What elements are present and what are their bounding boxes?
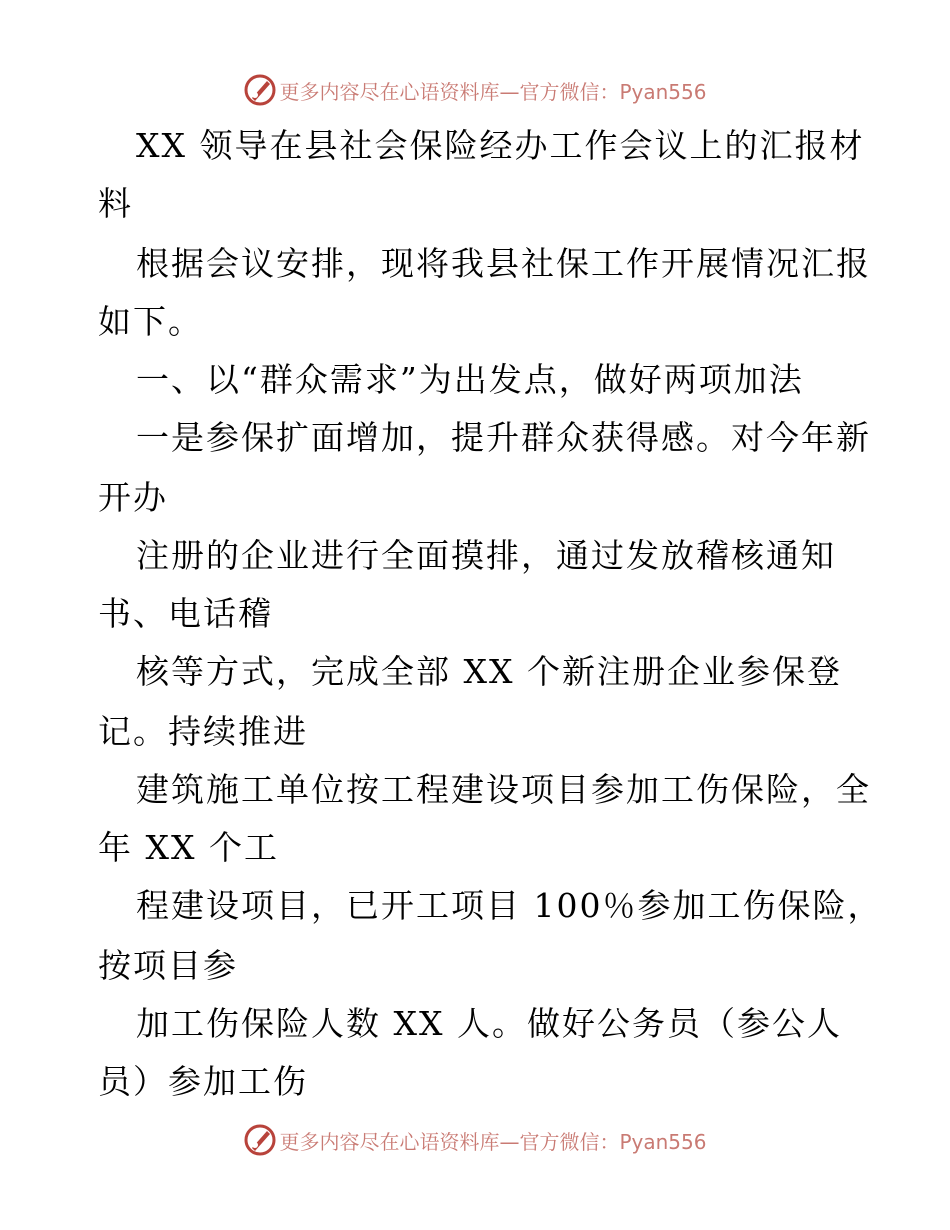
paragraph-line: 开办	[98, 478, 168, 517]
paragraph-line: 建筑施工单位按工程建设项目参加工伤保险，全	[136, 770, 871, 809]
banner-text: 更多内容尽在心语资料库—官方微信：Pyan556	[279, 1129, 707, 1154]
pen-logo-icon	[243, 1123, 277, 1157]
paragraph-line: 程建设项目，已开工项目 100％参加工伤保险，	[136, 886, 883, 925]
banner-text: 更多内容尽在心语资料库—官方微信：Pyan556	[279, 79, 707, 104]
paragraph-line: 员）参加工伤	[98, 1062, 308, 1101]
paragraph-line: 年 XX 个工	[98, 828, 279, 867]
paragraph-line: 核等方式，完成全部 XX 个新注册企业参保登	[136, 652, 842, 691]
title-line-2: 料	[98, 184, 133, 223]
paragraph-line: 按项目参	[98, 946, 238, 985]
footer-banner	[0, 1120, 950, 1160]
pen-logo-icon	[243, 73, 277, 107]
paragraph-line: 如下。	[98, 302, 203, 341]
header-banner	[0, 70, 950, 110]
section-heading: 一、以“群众需求”为出发点，做好两项加法	[136, 360, 804, 399]
title-line-1: XX 领导在县社会保险经办工作会议上的汇报材	[136, 126, 865, 165]
paragraph-line: 注册的企业进行全面摸排，通过发放稽核通知	[136, 536, 836, 575]
paragraph-line: 加工伤保险人数 XX 人。做好公务员（参公人	[136, 1004, 842, 1043]
paragraph-line: 一是参保扩面增加，提升群众获得感。对今年新	[136, 418, 871, 457]
paragraph-line: 书、电话稽	[98, 594, 273, 633]
paragraph-line: 根据会议安排，现将我县社保工作开展情况汇报	[136, 244, 871, 283]
paragraph-line: 记。持续推进	[98, 712, 308, 751]
